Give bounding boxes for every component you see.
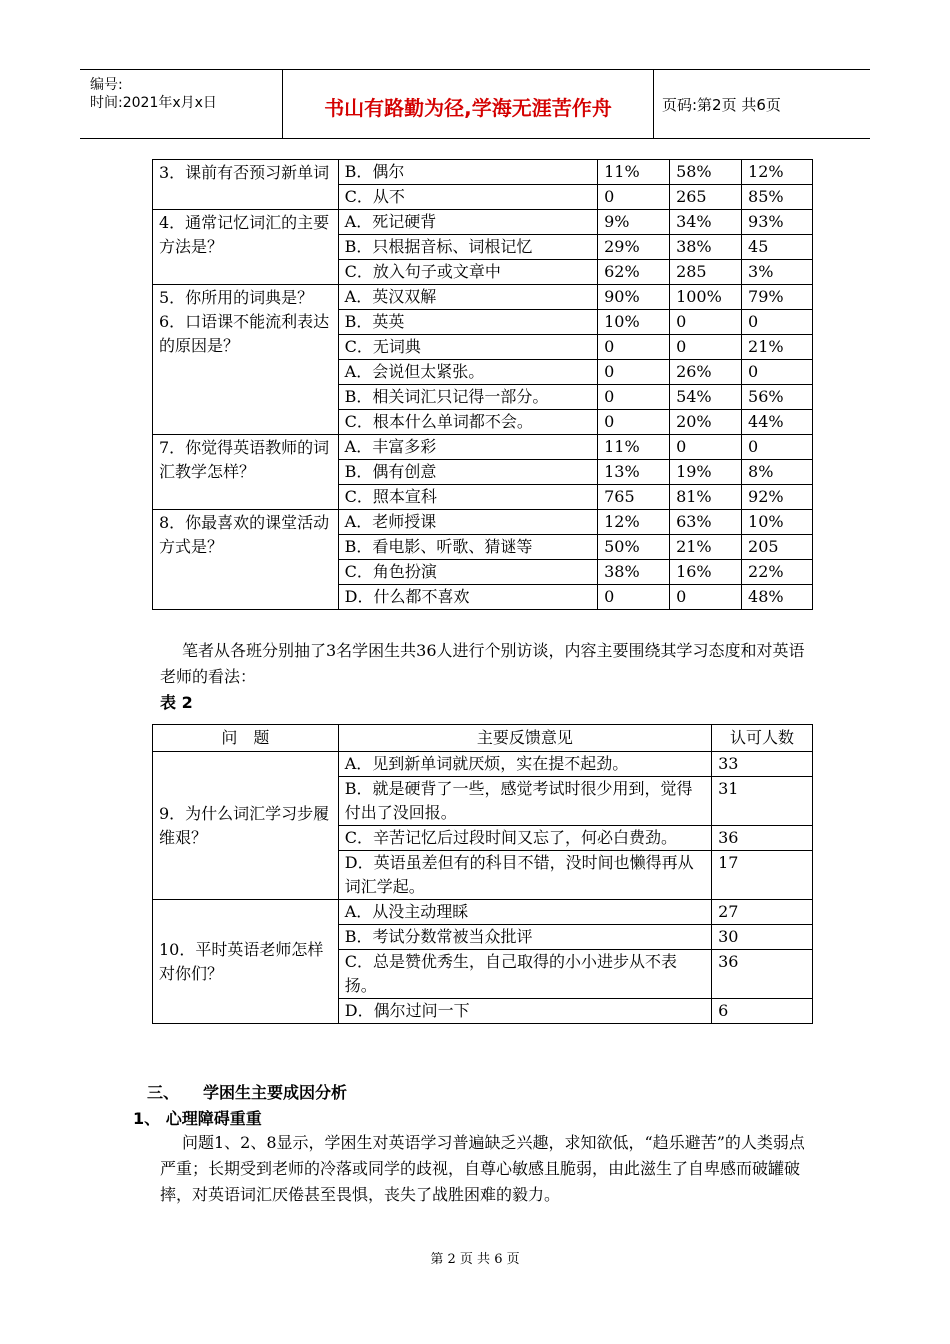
table2-title: 表 2 (160, 693, 193, 712)
survey-table-1 (152, 159, 813, 610)
option-cell: A．死记硬背 (338, 210, 597, 235)
table-row (153, 285, 813, 310)
value-cell: 100% (670, 285, 742, 310)
count-cell: 30 (712, 925, 813, 950)
option-cell: C．根本什么单词都不会。 (338, 410, 597, 435)
value-cell: 11% (598, 160, 670, 185)
value-cell: 63% (670, 510, 742, 535)
page-header (80, 69, 870, 139)
opinion-cell: A．从没主动理睬 (338, 900, 711, 925)
opinion-cell: A．见到新单词就厌烦，实在提不起劲。 (338, 752, 711, 777)
question-cell: 10．平时英语老师怎样对你们？ (153, 900, 339, 1024)
value-cell: 21% (742, 335, 813, 360)
opinion-cell: C．总是赞优秀生，自己取得的小小进步从不表扬。 (338, 950, 711, 999)
opinion-cell: D．英语虽差但有的科目不错，没时间也懒得再从词汇学起。 (338, 851, 711, 900)
option-cell: A．会说但太紧张。 (338, 360, 597, 385)
header-count: 认可人数 (712, 725, 813, 752)
count-cell: 27 (712, 900, 813, 925)
table-row (153, 900, 813, 925)
value-cell: 29% (598, 235, 670, 260)
table-row (153, 160, 813, 185)
value-cell: 50% (598, 535, 670, 560)
value-cell: 38% (670, 235, 742, 260)
count-cell: 31 (712, 777, 813, 826)
value-cell: 0 (742, 360, 813, 385)
value-cell: 9% (598, 210, 670, 235)
value-cell: 92% (742, 485, 813, 510)
value-cell: 22% (742, 560, 813, 585)
opinion-cell: B．考试分数常被当众批评 (338, 925, 711, 950)
count-cell: 33 (712, 752, 813, 777)
value-cell: 13% (598, 460, 670, 485)
page-footer: 第 2 页 共 6 页 (430, 1252, 520, 1267)
option-cell: B．看电影、听歌、猜谜等 (338, 535, 597, 560)
value-cell: 79% (742, 285, 813, 310)
option-cell: A．英汉双解 (338, 285, 597, 310)
subsection-1-heading: 1、 心理障碍重重 (133, 1109, 262, 1128)
option-cell: C．放入句子或文章中 (338, 260, 597, 285)
value-cell: 10% (742, 510, 813, 535)
count-cell: 36 (712, 950, 813, 999)
question-cell: 8．你最喜欢的课堂活动方式是？ (153, 510, 339, 610)
table-row (153, 435, 813, 460)
value-cell: 11% (598, 435, 670, 460)
value-cell: 81% (670, 485, 742, 510)
option-cell: C．从不 (338, 185, 597, 210)
value-cell: 56% (742, 385, 813, 410)
table-row (153, 210, 813, 235)
opinion-cell: D．偶尔过问一下 (338, 999, 711, 1024)
table-row (153, 752, 813, 777)
value-cell: 0 (670, 435, 742, 460)
option-cell: B．只根据音标、词根记忆 (338, 235, 597, 260)
value-cell: 0 (598, 185, 670, 210)
section-3-heading: 三、 学困生主要成因分析 (147, 1083, 348, 1102)
value-cell: 90% (598, 285, 670, 310)
option-cell: B．偶尔 (338, 160, 597, 185)
option-cell: C．无词典 (338, 335, 597, 360)
number-label: 编号: (90, 77, 123, 93)
value-cell: 58% (670, 160, 742, 185)
value-cell: 85% (742, 185, 813, 210)
value-cell: 0 (742, 435, 813, 460)
value-cell: 0 (598, 385, 670, 410)
option-cell: D．什么都不喜欢 (338, 585, 597, 610)
header-feedback: 主要反馈意见 (338, 725, 711, 752)
table-row (153, 510, 813, 535)
value-cell: 0 (742, 310, 813, 335)
count-cell: 17 (712, 851, 813, 900)
count-cell: 36 (712, 826, 813, 851)
value-cell: 19% (670, 460, 742, 485)
value-cell: 34% (670, 210, 742, 235)
option-cell: C．角色扮演 (338, 560, 597, 585)
value-cell: 0 (598, 585, 670, 610)
option-cell: B．相关词汇只记得一部分。 (338, 385, 597, 410)
value-cell: 12% (598, 510, 670, 535)
value-cell: 44% (742, 410, 813, 435)
value-cell: 205 (742, 535, 813, 560)
motto: 书山有路勤为径,学海无涯苦作舟 (324, 96, 612, 120)
value-cell: 54% (670, 385, 742, 410)
option-cell: C．照本宣科 (338, 485, 597, 510)
value-cell: 20% (670, 410, 742, 435)
value-cell: 62% (598, 260, 670, 285)
opinion-cell: B．就是硬背了一些，感觉考试时很少用到，觉得付出了没回报。 (338, 777, 711, 826)
header-meta (80, 70, 283, 138)
value-cell: 16% (670, 560, 742, 585)
option-cell: A．丰富多彩 (338, 435, 597, 460)
value-cell: 12% (742, 160, 813, 185)
question-cell: 3．课前有否预习新单词 (153, 160, 339, 210)
value-cell: 93% (742, 210, 813, 235)
opinion-cell: C．辛苦记忆后过段时间又忘了，何必白费劲。 (338, 826, 711, 851)
value-cell: 8% (742, 460, 813, 485)
value-cell: 3% (742, 260, 813, 285)
value-cell: 48% (742, 585, 813, 610)
interview-table-2 (152, 724, 813, 1024)
value-cell: 265 (670, 185, 742, 210)
value-cell: 0 (670, 310, 742, 335)
value-cell: 0 (598, 360, 670, 385)
option-cell: B．英英 (338, 310, 597, 335)
value-cell: 45 (742, 235, 813, 260)
value-cell: 38% (598, 560, 670, 585)
option-cell: A．老师授课 (338, 510, 597, 535)
question-cell: 9．为什么词汇学习步履维艰？ (153, 752, 339, 900)
paragraph-analysis: 问题1、2、8显示，学困生对英语学习普遍缺乏兴趣，求知欲低，“趋乐避苦”的人类弱点严重；长期受到老师的冷落或同学的歧视，自尊心敏感且脆弱，由此滋生了自卑感而破罐破摔，对英语词汇厌倦甚至畏惧，丧失了战胜困难的毅力。 (160, 1133, 805, 1204)
question-cell: 7．你觉得英语教师的词汇教学怎样？ (153, 435, 339, 510)
value-cell: 765 (598, 485, 670, 510)
value-cell: 10% (598, 310, 670, 335)
question-cell: 5．你所用的词典是？6．口语课不能流利表达的原因是？ (153, 285, 339, 435)
value-cell: 0 (598, 410, 670, 435)
header-question: 问 题 (153, 725, 339, 752)
count-cell: 6 (712, 999, 813, 1024)
option-cell: B．偶有创意 (338, 460, 597, 485)
value-cell: 26% (670, 360, 742, 385)
value-cell: 0 (670, 335, 742, 360)
value-cell: 0 (670, 585, 742, 610)
question-cell: 4．通常记忆词汇的主要方法是？ (153, 210, 339, 285)
value-cell: 285 (670, 260, 742, 285)
value-cell: 21% (670, 535, 742, 560)
page-info: 页码:第2页 共6页 (662, 96, 781, 114)
table-header-row (153, 725, 813, 752)
header-motto-cell (283, 70, 654, 138)
value-cell: 0 (598, 335, 670, 360)
time-label: 时间:2021年x月x日 (90, 95, 217, 111)
paragraph-interview: 笔者从各班分别抽了3名学困生共36人进行个别访谈，内容主要围绕其学习态度和对英语老师的看法： (160, 641, 805, 686)
